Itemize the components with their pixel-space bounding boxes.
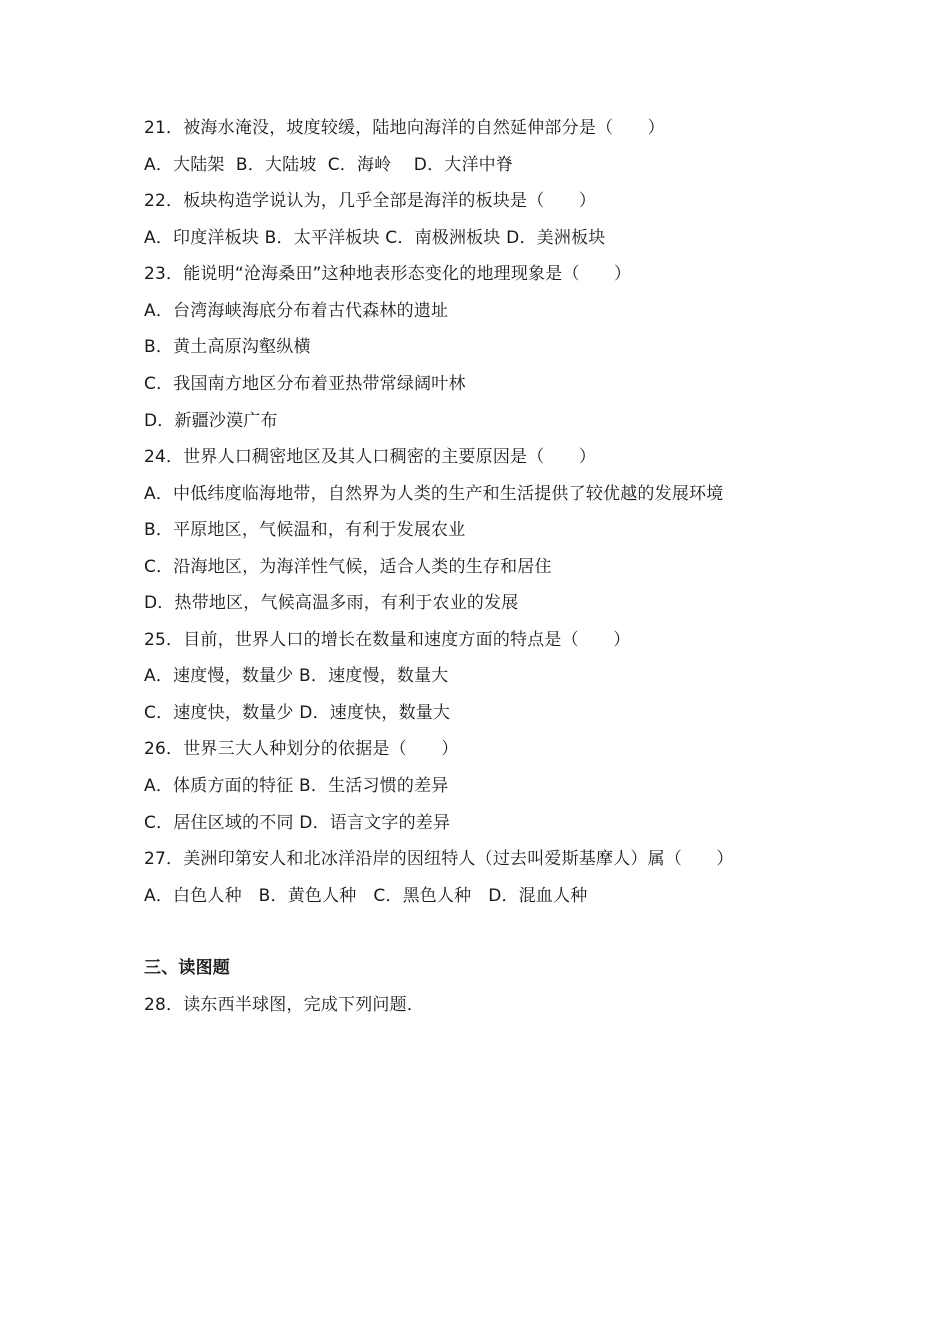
question-24-option-d: D．热带地区，气候高温多雨，有利于农业的发展 <box>144 593 519 613</box>
question-23-option-b: B．黄土高原沟壑纵横 <box>144 337 311 357</box>
question-25-options-cd: C．速度快，数量少 D．速度快，数量大 <box>144 703 451 723</box>
question-25-stem: 25．目前，世界人口的增长在数量和速度方面的特点是（ ） <box>144 630 631 650</box>
question-24-option-a: A．中低纬度临海地带，自然界为人类的生产和生活提供了较优越的发展环境 <box>144 484 724 504</box>
question-26-options-cd: C．居住区域的不同 D．语言文字的差异 <box>144 813 451 833</box>
question-24-option-b: B．平原地区，气候温和，有利于发展农业 <box>144 520 466 540</box>
question-27-stem: 27．美洲印第安人和北冰洋沿岸的因纽特人（过去叫爱斯基摩人）属（ ） <box>144 849 734 869</box>
question-24-option-c: C．沿海地区，为海洋性气候，适合人类的生存和居住 <box>144 557 552 577</box>
question-23-option-d: D．新疆沙漠广布 <box>144 411 278 431</box>
section-heading: 三、读图题 <box>144 958 230 978</box>
question-28-stem: 28．读东西半球图，完成下列问题． <box>144 995 425 1015</box>
question-27-options: A．白色人种 B．黄色人种 C．黑色人种 D．混血人种 <box>144 886 588 906</box>
question-23-stem: 23．能说明“沧海桑田”这种地表形态变化的地理现象是（ ） <box>144 264 632 284</box>
question-23-option-a: A．台湾海峡海底分布着古代森林的遗址 <box>144 301 449 321</box>
question-22-options: A．印度洋板块 B．太平洋板块 C．南极洲板块 D．美洲板块 <box>144 228 606 248</box>
question-21-stem: 21．被海水淹没，坡度较缓，陆地向海洋的自然延伸部分是（ ） <box>144 118 665 138</box>
question-23-option-c: C．我国南方地区分布着亚热带常绿阔叶林 <box>144 374 466 394</box>
question-26-stem: 26．世界三大人种划分的依据是（ ） <box>144 739 459 759</box>
question-22-stem: 22．板块构造学说认为，几乎全部是海洋的板块是（ ） <box>144 191 597 211</box>
question-26-options-ab: A．体质方面的特征 B．生活习惯的差异 <box>144 776 449 796</box>
question-25-options-ab: A．速度慢，数量少 B．速度慢，数量大 <box>144 666 449 686</box>
question-24-stem: 24．世界人口稠密地区及其人口稠密的主要原因是（ ） <box>144 447 597 467</box>
question-21-options: A．大陆架 B．大陆坡 C．海岭 D．大洋中脊 <box>144 155 514 175</box>
